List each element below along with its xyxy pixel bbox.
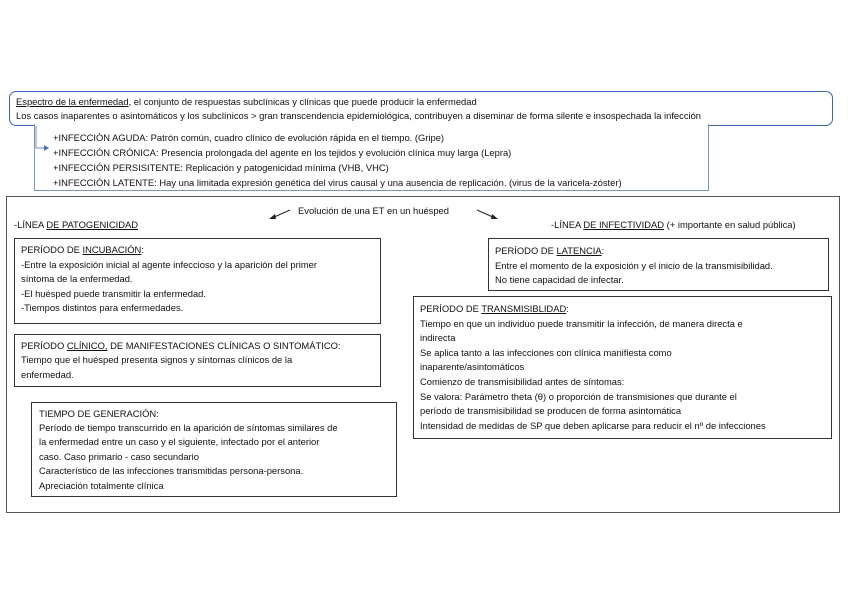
transmissibility-title <box>420 302 569 316</box>
incubation-line: síntoma de la enfermedad. <box>21 273 133 284</box>
transmissibility-line: Se valora: Parámetro theta (θ) o proporción de transmisiones que durante el <box>420 391 737 402</box>
pathogenicity-underlined: DE PATOGENICIDAD <box>46 219 138 230</box>
clinical-line: Tiempo que el huésped presenta signos y síntomas clínicos de la <box>21 354 293 365</box>
spectrum-definition-box <box>9 91 833 126</box>
transmissibility-line: período de transmisibilidad se producen de forma asintomática <box>420 405 682 416</box>
clinical-title-prefix: PERÍODO <box>21 340 67 351</box>
evolution-title: Evolución de una ET en un huésped <box>298 205 449 216</box>
incubation-title-suffix: : <box>141 244 144 255</box>
infection-latent: +INFECCIÓN LATENTE: Hay una limitada expresión genética del virus causal y una ausencia de replicación. (virus de la varicela-zóster) <box>53 177 622 188</box>
latency-line: No tiene capacidad de infectar. <box>495 274 624 285</box>
pathogenicity-line-label <box>14 218 138 232</box>
infection-chronic: +INFECCIÓN CRÓNICA: Presencia prolongada del agente en los tejidos y evolución clínica muy larga (Lepra) <box>53 147 512 158</box>
clinical-title-suffix: DE MANIFESTACIONES CLÍNICAS O SINTOMÁTICO: <box>107 340 341 351</box>
infectivity-prefix: -LÍNEA <box>551 219 584 230</box>
clinical-line: enfermedad. <box>21 369 74 380</box>
generation-line: Apreciación totalmente clínica <box>39 480 164 491</box>
generation-line: Período de tiempo transcurrido en la aparición de síntomas similares de <box>39 422 338 433</box>
incubation-line: -El huésped puede transmitir la enfermedad. <box>21 288 207 299</box>
transmissibility-line: Comienzo de transmisibilidad antes de síntomas: <box>420 376 625 387</box>
arrow-left-down-icon <box>266 208 294 222</box>
latency-period-box <box>488 238 829 291</box>
infection-persistent: +INFECCIÓN PERSISITENTE: Replicación y patogenicidad mínima (VHB, VHC) <box>53 162 389 173</box>
infectivity-suffix: (+ importante en salud pública) <box>664 219 796 230</box>
infection-types-box <box>34 124 709 191</box>
clinical-period-box <box>14 334 381 387</box>
transmissibility-title-suffix: : <box>566 303 569 314</box>
pathogenicity-prefix: -LÍNEA <box>14 219 47 230</box>
transmissibility-line: Intensidad de medidas de SP que deben aplicarse para reducir el nº de infecciones <box>420 420 766 431</box>
latency-title-suffix: : <box>601 245 605 256</box>
latency-title-prefix: PERÍODO DE <box>495 245 557 256</box>
incubation-period-box <box>14 238 381 324</box>
transmissibility-line: inaparente/asintomáticos <box>420 361 525 372</box>
latency-line: Entre el momento de la exposición y el inicio de la transmisibilidad. <box>495 260 773 271</box>
incubation-title-underlined: INCUBACIÓN <box>82 244 142 255</box>
infectivity-underlined: DE INFECTIVIDAD <box>583 219 665 230</box>
generation-time-box <box>31 402 397 497</box>
generation-line: Característico de las infecciones transmitidas persona-persona. <box>39 465 304 476</box>
transmissibility-line: Se aplica tanto a las infecciones con clínica manifiesta como <box>420 347 672 358</box>
transmissibility-title-prefix: PERÍODO DE <box>420 303 482 314</box>
infection-acute: +INFECCIÓN AGUDA: Patrón común, cuadro clínico de evolución rápida en el tiempo. (Gripe) <box>53 132 445 143</box>
clinical-title <box>21 339 341 353</box>
transmissibility-line: Tiempo en que un individuo puede transmitir la infección, de manera directa e <box>420 318 743 329</box>
incubation-line: -Entre la exposición inicial al agente infeccioso y la aparición del primer <box>21 259 317 270</box>
spectrum-definition-line <box>16 95 477 109</box>
connector-arrow-icon <box>28 126 50 154</box>
incubation-line: -Tiempos distintos para enfermedades. <box>21 302 184 313</box>
generation-line: caso. Caso primario - caso secundario <box>39 451 199 462</box>
arrow-right-down-icon <box>474 208 502 222</box>
transmissibility-period-box <box>413 296 832 439</box>
transmissibility-title-underlined: TRANSMISIBLIDAD <box>481 303 567 314</box>
spectrum-epidemiology-line: Los casos inaparentes o asintomáticos y los subclínicos > gran transcendencia epidemiológica, contribuyen a diseminar de forma silente e insospechada la infección <box>16 110 702 121</box>
incubation-title-prefix: PERÍODO DE <box>21 244 83 255</box>
clinical-title-underlined: CLÍNICO, <box>66 340 108 351</box>
spectrum-definition-text: , el conjunto de respuestas subclínicas y clínicas que puede producir la enfermedad <box>128 96 477 107</box>
generation-title: TIEMPO DE GENERACIÓN: <box>39 408 159 419</box>
latency-title <box>495 244 604 258</box>
generation-line: la enfermedad entre un caso y el siguiente, infectado por el anterior <box>39 436 320 447</box>
spectrum-term: Espectro de la enfermedad <box>16 96 129 107</box>
incubation-title <box>21 243 144 257</box>
latency-title-underlined: LATENCIA <box>556 245 602 256</box>
infectivity-line-label <box>551 218 796 232</box>
transmissibility-line: indirecta <box>420 332 456 343</box>
